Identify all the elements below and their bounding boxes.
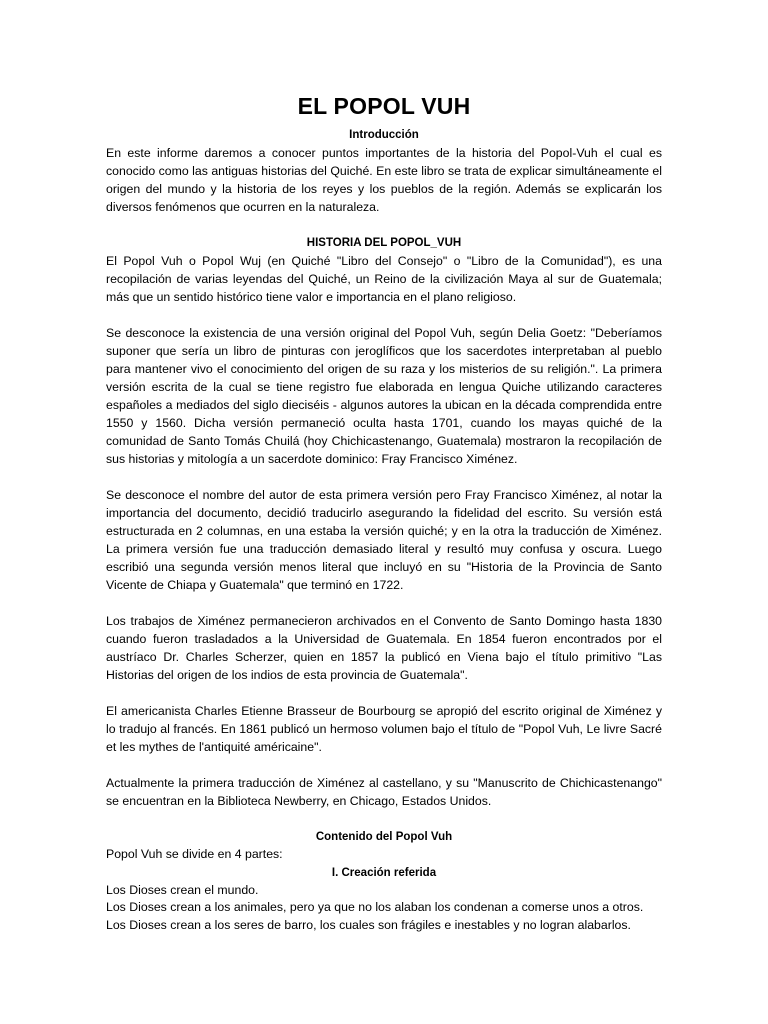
part1-line-1: Los Dioses crean el mundo. — [106, 882, 259, 897]
part1-line-3: Los Dioses crean a los seres de barro, los cuales son frágiles e inestables y no logran alabarlos. — [106, 917, 631, 932]
part1-line-2: Los Dioses crean a los animales, pero ya que no los alaban los condenan a comerse unos a otros. — [106, 900, 644, 914]
history-paragraph-3: Se desconoce el nombre del autor de esta primera versión pero Fray Francisco Ximénez, al notar la importancia del documento, decidió traducirlo asegurando la fidelidad del escrito. Su versión está estructurada en 2 columnas, en una estaba la versión quiché; y en la otra la traducción de Ximénez. La primera versión fue una traducción demasiado literal y resultó muy confusa y oscura. Luego escribió una segunda versión menos literal que incluyó en su "Historia de la Provincia de Santo Vicente de Chiapa y Guatemala" que terminó en 1722. — [106, 488, 662, 592]
history-heading: HISTORIA DEL POPOL_VUH — [306, 237, 462, 249]
contents-intro: Popol Vuh se divide en 4 partes: — [106, 847, 283, 861]
document-title: EL POPOL VUH — [297, 93, 471, 119]
intro-paragraph: En este informe daremos a conocer puntos importantes de la historia del Popol-Vuh el cual es conocido como las antiguas historias del Quiché. En este libro se trata de explicar simultáneamente el origen del mundo y la historia de los reyes y los pueblos de la región. Además se explicarán los diversos fenómenos que ocurren en la naturaleza. — [106, 146, 662, 214]
contents-heading: Contenido del Popol Vuh — [315, 831, 453, 843]
history-paragraph-1: El Popol Vuh o Popol Wuj (en Quiché "Libro del Consejo" o "Libro de la Comunidad"), es una recopilación de varias leyendas del Quiché, un Reino de la civilización Maya al sur de Guatemala; más que un sentido histórico tiene valor e importancia en el plano religioso. — [106, 254, 662, 304]
document-page — [106, 92, 662, 934]
part1-heading: I. Creación referida — [331, 866, 437, 879]
intro-heading: Introducción — [349, 129, 419, 141]
history-paragraph-6: Actualmente la primera traducción de Ximénez al castellano, y su "Manuscrito de Chichicastenango" se encuentran en la Biblioteca Newberry, en Chicago, Estados Unidos. — [106, 776, 662, 808]
history-paragraph-4: Los trabajos de Ximénez permanecieron archivados en el Convento de Santo Domingo hasta 1830 cuando fueron trasladados a la Universidad de Guatemala. En 1854 fueron encontrados por el austríaco Dr. Charles Scherzer, quien en 1857 la publicó en Viena bajo el título primitivo "Las Historias del origen de los indios de esta provincia de Guatemala". — [106, 614, 662, 682]
history-paragraph-5: El americanista Charles Etienne Brasseur de Bourbourg se apropió del escrito original de Ximénez y lo tradujo al francés. En 1861 publicó un hermoso volumen bajo el título de "Popol Vuh, Le livre Sacré et les mythes de l'antiquité américaine". — [106, 704, 662, 754]
history-paragraph-2: Se desconoce la existencia de una versión original del Popol Vuh, según Delia Goetz: "Deberíamos suponer que sería un libro de pinturas con jeroglíficos que los sacerdotes interpretaban al pueblo para mantener vivo el conocimiento del origen de su raza y los misterios de su religión.". La primera versión escrita de la cual se tiene registro fue elaborada en lengua Quiche utilizando caracteres españoles a mediados del siglo dieciséis - algunos autores la ubican en la década comprendida entre 1550 y 1560. Dicha versión permaneció oculta hasta 1701, cuando los mayas quiché de la comunidad de Santo Tomás Chuilá (hoy Chichicastenango, Guatemala) mostraron la recopilación de sus historias y mitología a un sacerdote dominico: Fray Francisco Ximénez. — [106, 326, 662, 466]
